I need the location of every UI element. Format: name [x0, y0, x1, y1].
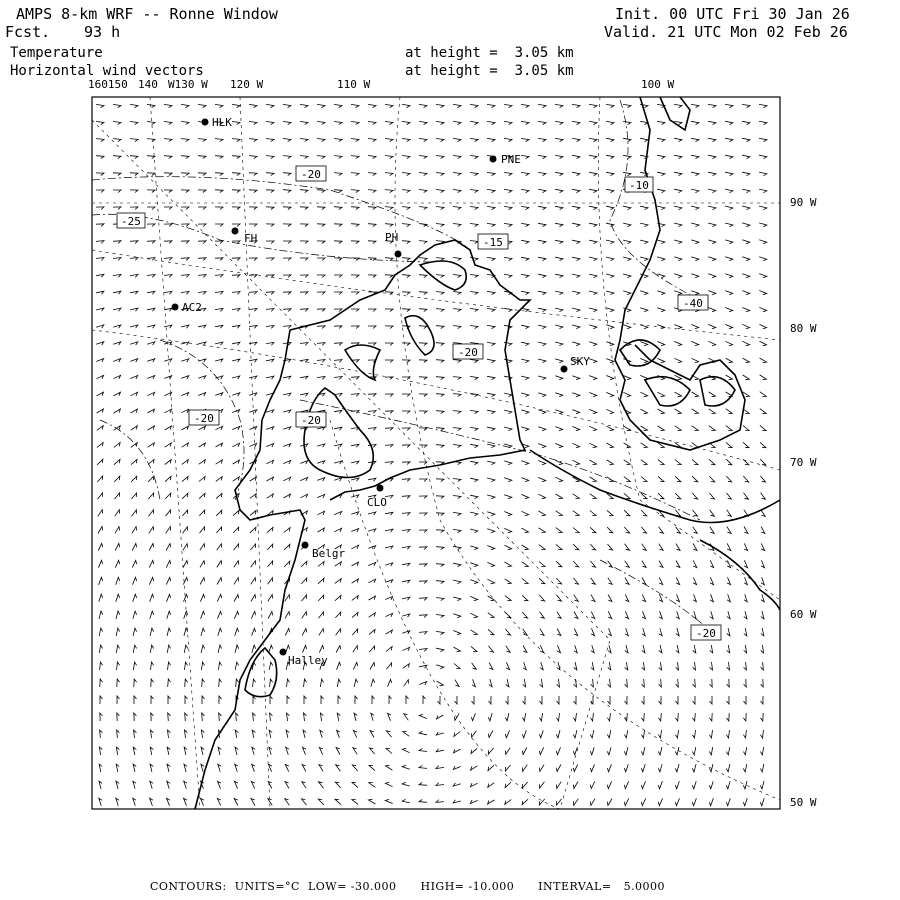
right-axis-label: 70 W: [790, 456, 817, 469]
station-label: Halley: [288, 654, 328, 667]
right-axis-label: 80 W: [790, 322, 817, 335]
right-axis-label: 50 W: [790, 796, 817, 809]
svg-text:-10: -10: [629, 179, 649, 192]
field-temperature: Temperature: [10, 45, 103, 61]
top-axis-label: 100 W: [641, 78, 675, 91]
station-label: HLK: [212, 116, 232, 129]
height-wind: at height = 3.05 km: [405, 63, 574, 79]
station-label: AC2: [182, 301, 202, 314]
station-label: SKY: [570, 355, 590, 368]
top-axis-label: 120 W: [230, 78, 264, 91]
contour-label: [189, 410, 219, 425]
height-temperature: at height = 3.05 km: [405, 45, 574, 61]
contour-label: [453, 344, 483, 359]
top-axis-label: 110 W: [337, 78, 371, 91]
station-label: PNE: [501, 153, 521, 166]
station-label: Belgr: [312, 547, 346, 560]
map-title: AMPS 8-km WRF -- Ronne Window: [16, 5, 278, 23]
right-axis-label: 90 W: [790, 196, 817, 209]
forecast-label: Fcst.: [5, 23, 51, 41]
contour-label: [691, 625, 721, 640]
top-axis-label: 160150: [88, 78, 128, 91]
svg-text:-20: -20: [301, 414, 321, 427]
contour-legend: CONTOURS: UNITS=°C LOW= -30.000 HIGH= -10.000 INTERVAL= 5.0000: [150, 880, 666, 893]
right-axis-label: 60 W: [790, 608, 817, 621]
top-axis-label: 140: [138, 78, 158, 91]
valid-time: Valid. 21 UTC Mon 02 Feb 26: [604, 23, 848, 41]
station-label: PH: [385, 231, 399, 244]
svg-text:-20: -20: [194, 412, 214, 425]
forecast-hours: 93 h: [84, 23, 121, 41]
contour-label: [296, 166, 326, 181]
field-wind: Horizontal wind vectors: [10, 63, 204, 79]
svg-text:-20: -20: [301, 168, 321, 181]
contour-label: [478, 234, 508, 249]
init-time: Init. 00 UTC Fri 30 Jan 26: [615, 5, 850, 23]
contour-label: [117, 213, 145, 228]
contour-label: [296, 412, 326, 427]
svg-text:-20: -20: [458, 346, 478, 359]
contour-label: [678, 295, 708, 310]
contour-label: [625, 177, 653, 192]
svg-text:-40: -40: [683, 297, 703, 310]
svg-text:-20: -20: [696, 627, 716, 640]
top-axis-label: W130 W: [168, 78, 208, 91]
station-label: CLO: [367, 496, 387, 509]
svg-text:-15: -15: [483, 236, 503, 249]
station-label: FH: [244, 232, 258, 245]
svg-text:-25: -25: [121, 215, 141, 228]
